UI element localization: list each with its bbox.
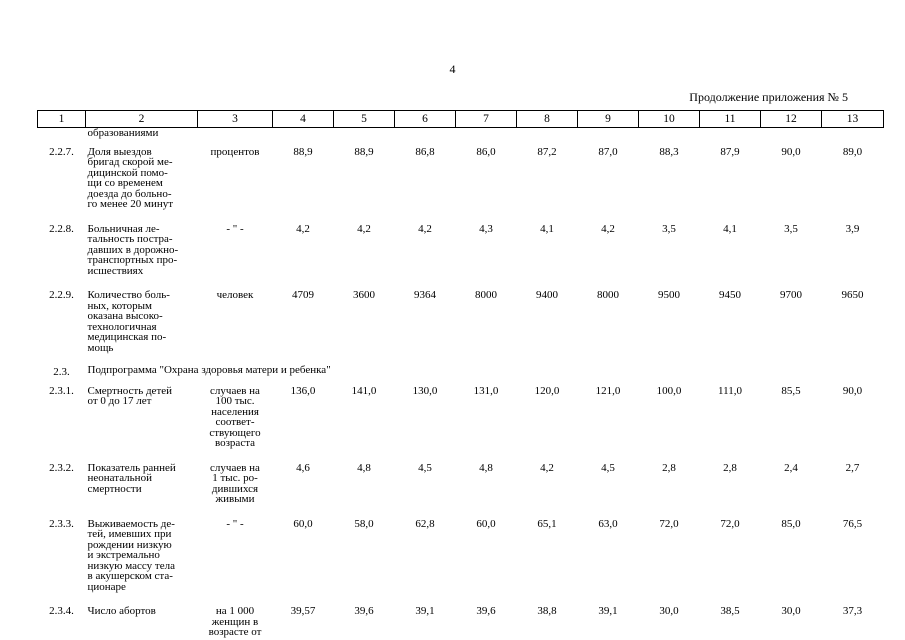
value-cell: 63,0 <box>598 517 618 530</box>
unit-line: населения <box>211 405 259 418</box>
value-cell: 9650 <box>841 289 864 301</box>
value-cell: 100,0 <box>656 384 682 397</box>
value-cell: 4,1 <box>540 222 554 235</box>
indicator-name <box>86 457 198 513</box>
unit-line: 1 тыс. ро- <box>212 472 258 484</box>
value-cell: 4,6 <box>296 461 310 474</box>
value-cell: 2,4 <box>784 461 798 474</box>
indicator-name-line: тей, имевших при <box>87 528 172 540</box>
table-row <box>38 600 884 638</box>
value-cell: 87,0 <box>598 145 618 158</box>
value-cell: 2,8 <box>662 461 676 474</box>
value-cell: 4,2 <box>296 222 310 235</box>
indicator-name <box>86 284 198 361</box>
row-code: 2.3.3. <box>49 517 74 530</box>
unit <box>198 218 273 285</box>
unit-line: - " - <box>226 222 244 235</box>
indicator-name-line: технологичная <box>87 320 157 333</box>
indicator-name-line: исшествиях <box>87 264 144 277</box>
column-header: 8 <box>517 111 578 128</box>
value-cell: 4,2 <box>601 222 615 235</box>
value-cell: 88,9 <box>293 145 313 158</box>
unit-line: - " - <box>226 517 244 530</box>
unit-line: женщин в <box>211 615 259 628</box>
column-header: 3 <box>198 111 273 128</box>
carry-over-row <box>38 128 884 141</box>
value-cell: 85,0 <box>781 517 801 530</box>
row-code: 2.2.7. <box>49 145 74 158</box>
value-cell: 37,3 <box>842 605 863 617</box>
table-header-row <box>38 111 884 128</box>
value-cell: 2,7 <box>845 461 860 474</box>
column-header: 4 <box>273 111 334 128</box>
table-row <box>38 218 884 285</box>
value-cell: 4,5 <box>418 461 432 474</box>
indicator-name-line: ных, которым <box>87 299 152 312</box>
value-cell: 4,1 <box>723 222 737 235</box>
value-cell: 30,0 <box>781 605 801 617</box>
row-code: 2.3. <box>53 366 70 378</box>
indicator-name-line: Смертность детей <box>87 384 173 397</box>
value-cell: 4,5 <box>601 461 615 474</box>
indicator-name-line: и экстремально <box>87 549 160 561</box>
unit <box>198 284 273 361</box>
column-header: 11 <box>700 111 761 128</box>
indicator-name <box>86 513 198 601</box>
unit-line: случаев на <box>210 461 260 474</box>
unit-line: процентов <box>210 145 260 158</box>
column-header: 9 <box>578 111 639 128</box>
indicator-name-line: смертности <box>87 482 142 495</box>
indicator-name-line: щи со временем <box>87 177 163 189</box>
indicator-name-line: Показатель ранней <box>87 461 176 474</box>
value-cell: 39,1 <box>415 605 435 617</box>
value-cell: 86,0 <box>476 145 496 158</box>
indicator-name-line: бригад скорой ме- <box>87 156 173 168</box>
value-cell: 30,0 <box>659 605 679 617</box>
value-cell: 9450 <box>719 289 741 301</box>
value-cell: 4,2 <box>418 222 432 235</box>
continuation-label: Продолжение приложения № 5 <box>689 90 848 104</box>
value-cell: 39,6 <box>354 605 374 617</box>
value-cell: 9400 <box>536 289 558 301</box>
indicator-name-line: мощь <box>87 341 114 354</box>
value-cell: 85,5 <box>781 384 801 397</box>
value-cell: 38,8 <box>537 605 557 617</box>
unit-line: человек <box>216 289 254 301</box>
table-row <box>38 513 884 601</box>
value-cell: 88,3 <box>659 145 679 158</box>
indicator-name-line: го менее 20 минут <box>87 198 174 210</box>
value-cell: 76,5 <box>842 517 863 530</box>
column-header: 13 <box>822 111 884 128</box>
value-cell: 9700 <box>780 289 802 301</box>
unit-line: возраста <box>214 437 256 449</box>
value-cell: 8000 <box>475 289 497 301</box>
indicator-name-line: неонатальной <box>87 472 152 484</box>
indicator-name-line: ционаре <box>87 580 126 593</box>
unit-line: 100 тыс. <box>215 395 255 407</box>
indicator-name-line: тальность постра- <box>87 233 173 245</box>
value-cell: 3,5 <box>784 222 798 235</box>
column-header: 12 <box>761 111 822 128</box>
column-header: 2 <box>86 111 198 128</box>
value-cell: 89,0 <box>842 145 863 158</box>
value-cell: 39,1 <box>598 605 618 617</box>
indicator-name <box>86 600 198 638</box>
column-header: 7 <box>456 111 517 128</box>
value-cell: 9364 <box>414 289 436 301</box>
value-cell: 88,9 <box>354 145 374 158</box>
value-cell: 60,0 <box>476 517 496 530</box>
value-cell: 60,0 <box>293 517 313 530</box>
unit <box>198 380 273 457</box>
indicator-name-line: Количество боль- <box>87 289 170 301</box>
value-cell: 141,0 <box>351 384 377 397</box>
value-cell: 120,0 <box>534 384 560 397</box>
indicator-name-line: дицинской помо- <box>87 166 168 179</box>
indicator-name-line: транспортных про- <box>87 254 178 266</box>
indicator-name-line: Доля выездов <box>87 145 152 158</box>
table-row <box>38 380 884 457</box>
value-cell: 131,0 <box>473 384 499 397</box>
row-code: 2.3.1. <box>49 384 74 397</box>
indicators-table <box>37 110 884 638</box>
indicator-name-line: давших в дорожно- <box>87 243 179 256</box>
table-row <box>38 284 884 361</box>
unit-line: дившихся <box>211 482 259 495</box>
table-row <box>38 457 884 513</box>
value-cell: 130,0 <box>412 384 438 397</box>
value-cell: 58,0 <box>354 517 374 530</box>
value-cell: 3,5 <box>662 222 676 235</box>
unit <box>198 513 273 601</box>
indicator-name-line: рождении низкую <box>87 538 172 551</box>
column-header: 10 <box>639 111 700 128</box>
value-cell: 3600 <box>353 289 375 301</box>
value-cell: 4,2 <box>540 461 554 474</box>
value-cell: 4,3 <box>479 222 493 235</box>
unit <box>198 600 273 638</box>
value-cell: 136,0 <box>290 384 316 397</box>
value-cell: 39,6 <box>476 605 496 617</box>
indicator-name-line: медицинская по- <box>87 331 167 343</box>
value-cell: 87,9 <box>720 145 740 158</box>
value-cell: 4,8 <box>479 461 493 474</box>
value-cell: 65,1 <box>537 517 557 530</box>
page-number: 4 <box>449 62 456 76</box>
column-header: 5 <box>334 111 395 128</box>
value-cell: 111,0 <box>718 384 742 397</box>
indicator-name-line: от 0 до 17 лет <box>87 395 152 407</box>
value-cell: 3,9 <box>845 222 860 235</box>
indicator-name <box>86 141 198 218</box>
value-cell: 72,0 <box>720 517 740 530</box>
row-code: 2.3.4. <box>49 605 74 617</box>
row-code: 2.3.2. <box>49 461 74 474</box>
unit-line: возрасте от <box>208 626 262 638</box>
unit-line: соответ- <box>215 416 255 428</box>
section-row <box>38 361 884 380</box>
value-cell: 38,5 <box>720 605 740 617</box>
value-cell: 72,0 <box>659 517 679 530</box>
value-cell: 39,57 <box>290 605 316 617</box>
table-row <box>38 141 884 218</box>
value-cell: 4,8 <box>357 461 371 474</box>
unit <box>198 141 273 218</box>
column-header: 1 <box>38 111 86 128</box>
indicator-name-line: в акушерском ста- <box>87 570 173 582</box>
value-cell: 87,2 <box>537 145 557 158</box>
column-header: 6 <box>395 111 456 128</box>
value-cell: 4,2 <box>357 222 371 235</box>
carry-over-text: образованиями <box>87 127 159 139</box>
indicator-name-line: Больничная ле- <box>87 222 160 235</box>
indicator-name-line: низкую массу тела <box>87 559 175 572</box>
value-cell: 4709 <box>292 289 314 301</box>
row-code: 2.2.8. <box>49 222 74 235</box>
unit-line: живыми <box>215 493 255 505</box>
indicator-name-line: Число абортов <box>87 605 156 617</box>
value-cell: 90,0 <box>842 384 863 397</box>
indicator-name-line: оказана высоко- <box>87 310 163 322</box>
indicator-name-line: Выживаемость де- <box>87 517 175 530</box>
unit-line: ствующего <box>209 426 261 439</box>
value-cell: 8000 <box>597 289 619 301</box>
value-cell: 2,8 <box>723 461 737 474</box>
unit-line: случаев на <box>210 384 260 397</box>
indicator-name-line: доезда до больно- <box>87 187 172 200</box>
unit <box>198 457 273 513</box>
value-cell: 86,8 <box>415 145 435 158</box>
row-code: 2.2.9. <box>49 289 74 301</box>
value-cell: 62,8 <box>415 517 435 530</box>
section-title: Подпрограмма "Охрана здоровья матери и ребенка" <box>87 364 331 376</box>
indicator-name <box>86 380 198 457</box>
indicator-name <box>86 218 198 285</box>
value-cell: 9500 <box>658 289 680 301</box>
value-cell: 121,0 <box>595 384 621 397</box>
value-cell: 90,0 <box>781 145 801 158</box>
unit-line: на 1 000 <box>215 605 255 617</box>
